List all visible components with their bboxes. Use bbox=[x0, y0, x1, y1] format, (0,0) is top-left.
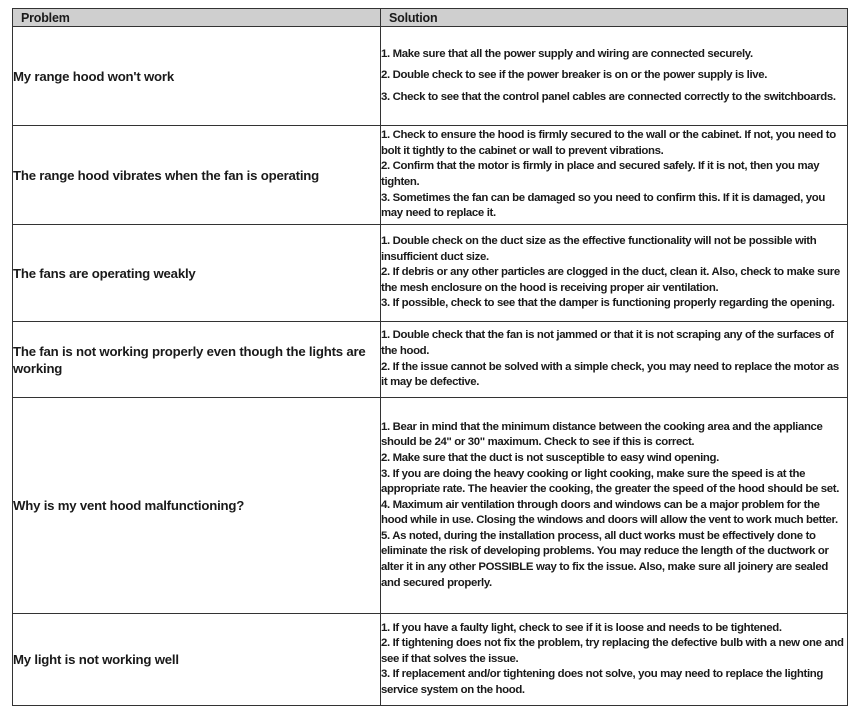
solution-step: 3. If replacement and/or tightening does not solve, you may need to replace the lighting service system on the hood. bbox=[381, 668, 823, 696]
problem-cell: Why is my vent hood malfunctioning? bbox=[13, 398, 381, 614]
troubleshooting-table bbox=[12, 8, 848, 706]
table-header-row bbox=[13, 9, 848, 27]
solution-step: 2. Make sure that the duct is not susceptible to easy wind opening. bbox=[381, 451, 719, 464]
solution-cell bbox=[381, 322, 848, 398]
table-row bbox=[13, 322, 848, 398]
solution-step: 2. Confirm that the motor is firmly in place and secured safely. If it is not, then you may tighten. bbox=[381, 160, 820, 188]
solution-step: 1. Make sure that all the power supply and wiring are connected securely. bbox=[381, 47, 753, 60]
solution-step: 2. If debris or any other particles are clogged in the duct, clean it. Also, check to make sure the mesh enclosure on the hood is receiving proper air ventilation. bbox=[381, 266, 840, 294]
table-row bbox=[13, 614, 848, 706]
problem-cell: The fan is not working properly even though the lights are working bbox=[13, 322, 381, 398]
solution-step: 3. If possible, check to see that the damper is functioning properly regarding the opening. bbox=[381, 297, 835, 310]
solution-step: 2. If the issue cannot be solved with a simple check, you may need to replace the motor as it may be defective. bbox=[381, 360, 839, 389]
problem-cell: The fans are operating weakly bbox=[13, 225, 381, 322]
solution-step: 2. Double check to see if the power breaker is on or the power supply is live. bbox=[381, 69, 768, 82]
solution-step: 5. As noted, during the installation process, all duct works must be effectively done to eliminate the risk of developing problems. You may reduce the length of the ductwork or alter it in any other POSSIBLE way to fix the issue. Also, make sure all joinery are sealed and secured properly. bbox=[381, 529, 829, 589]
problem-cell: My light is not working well bbox=[13, 614, 381, 706]
solution-step: 3. Sometimes the fan can be damaged so you need to confirm this. If it is damaged, you may need to replace it. bbox=[381, 191, 825, 220]
problem-cell: The range hood vibrates when the fan is operating bbox=[13, 126, 381, 225]
table-row bbox=[13, 27, 848, 126]
solution-column-header: Solution bbox=[381, 9, 848, 27]
solution-step: 1. Double check that the fan is not jammed or that it is not scraping any of the surfaces of the hood. bbox=[381, 329, 834, 357]
table-row bbox=[13, 225, 848, 322]
solution-step: 1. If you have a faulty light, check to see if it is loose and needs to be tightened. bbox=[381, 621, 782, 634]
solution-step: 2. If tightening does not fix the problem, try replacing the defective bulb with a new one and see if that solves the issue. bbox=[381, 637, 844, 665]
solution-cell bbox=[381, 614, 848, 706]
table-row bbox=[13, 126, 848, 225]
solution-step: 3. If you are doing the heavy cooking or light cooking, make sure the speed is at the appropriate rate. The heavier the cooking, the greater the speed of the hood should be set. bbox=[381, 467, 840, 496]
problem-cell: My range hood won't work bbox=[13, 27, 381, 126]
solution-cell bbox=[381, 398, 848, 614]
table-row bbox=[13, 398, 848, 614]
solution-cell bbox=[381, 225, 848, 322]
solution-step: 4. Maximum air ventilation through doors and windows can be a major problem for the hood while in use. Closing the windows and doors will allow the vent to work much better. bbox=[381, 498, 838, 527]
solution-step: 1. Check to ensure the hood is firmly secured to the wall or the cabinet. If not, you need to bolt it tightly to the cabinet or wall to prevent vibrations. bbox=[381, 129, 836, 157]
solution-cell bbox=[381, 27, 848, 126]
problem-column-header: Problem bbox=[13, 9, 381, 27]
solution-cell bbox=[381, 126, 848, 225]
solution-step: 1. Double check on the duct size as the effective functionality will not be possible with insufficient duct size. bbox=[381, 235, 817, 263]
solution-step: 3. Check to see that the control panel cables are connected correctly to the switchboards. bbox=[381, 90, 836, 103]
solution-step: 1. Bear in mind that the minimum distance between the cooking area and the appliance should be 24" or 30" maximum. Check to see if this is correct. bbox=[381, 420, 823, 449]
